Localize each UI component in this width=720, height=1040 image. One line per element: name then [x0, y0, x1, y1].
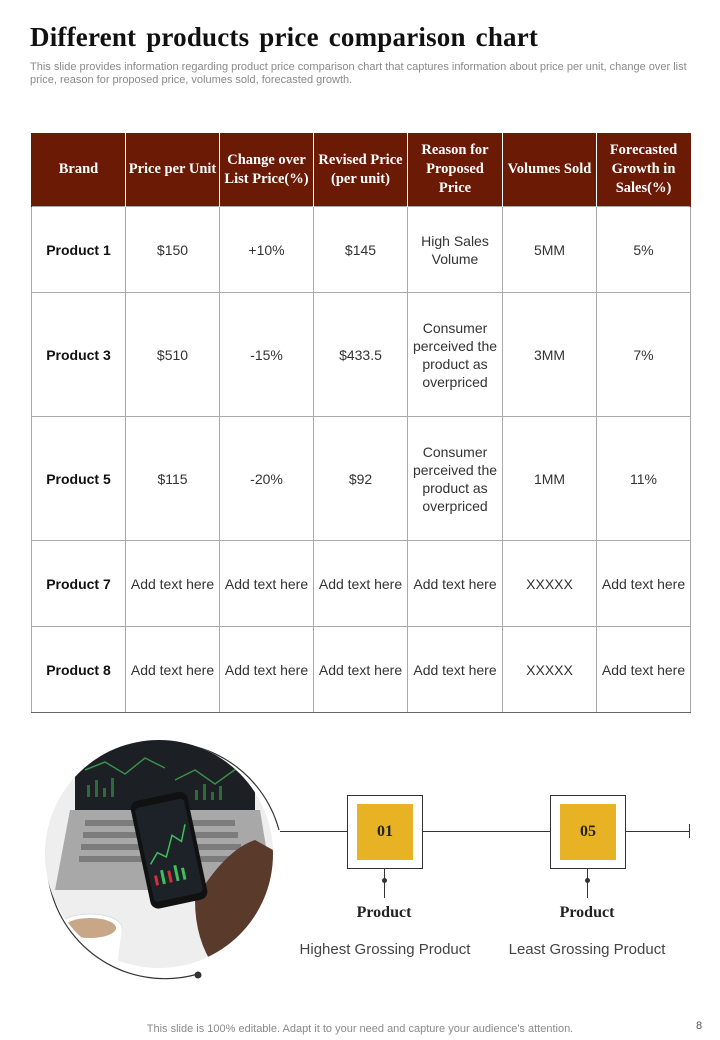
cell-growth: 11%: [597, 417, 691, 541]
cell-volumes: XXXXX: [503, 627, 597, 713]
cell-reason: Consumer perceived the product as overpriced: [408, 293, 503, 417]
table-header-row: [32, 133, 691, 207]
table-row: [32, 293, 691, 417]
cell-brand: Product 8: [32, 627, 126, 713]
header-volumes-sold: Volumes Sold: [503, 133, 597, 207]
timeline-line: [280, 831, 690, 832]
cell-revised-price: Add text here: [314, 541, 408, 627]
page-title: Different products price comparison chart: [30, 22, 539, 52]
table-row: [32, 417, 691, 541]
cell-reason: High Sales Volume: [408, 207, 503, 293]
timeline-node-1-description: Highest Grossing Product: [299, 941, 471, 958]
timeline-node-2-title: Product: [559, 904, 615, 921]
cell-brand: Product 3: [32, 293, 126, 417]
cell-change: Add text here: [220, 541, 314, 627]
cell-change: +10%: [220, 207, 314, 293]
table-row: [32, 541, 691, 627]
timeline-node-2-description: Least Grossing Product: [508, 941, 666, 958]
cell-reason: Consumer perceived the product as overpriced: [408, 417, 503, 541]
header-brand: Brand: [32, 133, 126, 207]
page-number: 8: [696, 1020, 703, 1032]
header-revised-price: Revised Price (per unit): [314, 133, 408, 207]
timeline-stem-2: [587, 868, 588, 898]
cell-revised-price: $92: [314, 417, 408, 541]
table-row: [32, 627, 691, 713]
timeline-stem-1: [384, 868, 385, 898]
cell-change: Add text here: [220, 627, 314, 713]
price-comparison-table: [31, 133, 691, 713]
cell-volumes: 3MM: [503, 293, 597, 417]
cell-growth: Add text here: [597, 627, 691, 713]
phone-trading-photo: [45, 740, 273, 968]
timeline-node-2-number: 05: [560, 804, 616, 860]
cell-volumes: 5MM: [503, 207, 597, 293]
timeline-dot-1: [382, 878, 387, 883]
cell-volumes: 1MM: [503, 417, 597, 541]
cell-price: Add text here: [126, 541, 220, 627]
cell-growth: 5%: [597, 207, 691, 293]
cell-volumes: XXXXX: [503, 541, 597, 627]
timeline-node-1: [347, 795, 423, 869]
cell-price: $510: [126, 293, 220, 417]
timeline-dot-2: [585, 878, 590, 883]
cell-revised-price: $145: [314, 207, 408, 293]
cell-reason: Add text here: [408, 541, 503, 627]
timeline-node-1-number: 01: [357, 804, 413, 860]
cell-revised-price: Add text here: [314, 627, 408, 713]
cell-reason: Add text here: [408, 627, 503, 713]
cell-price: Add text here: [126, 627, 220, 713]
cell-price: $150: [126, 207, 220, 293]
cell-price: $115: [126, 417, 220, 541]
cell-growth: 7%: [597, 293, 691, 417]
cell-change: -20%: [220, 417, 314, 541]
timeline-end-cap: [689, 824, 690, 838]
footer-note: This slide is 100% editable. Adapt it to your need and capture your audience's attention.: [146, 1023, 574, 1035]
cell-brand: Product 7: [32, 541, 126, 627]
timeline-node-1-title: Product: [356, 904, 412, 921]
cell-brand: Product 1: [32, 207, 126, 293]
header-change-over-list-price: Change over List Price(%): [220, 133, 314, 207]
header-price-per-unit: Price per Unit: [126, 133, 220, 207]
phone-trading-illustration: [45, 740, 273, 968]
timeline-node-2: [550, 795, 626, 869]
cell-brand: Product 5: [32, 417, 126, 541]
header-forecasted-growth: Forecasted Growth in Sales(%): [597, 133, 691, 207]
cell-revised-price: $433.5: [314, 293, 408, 417]
cell-change: -15%: [220, 293, 314, 417]
table-row: [32, 207, 691, 293]
page-subtitle: This slide provides information regarding product price comparison chart that captures information about price per unit, change over list price, reason for proposed price, volumes sold, forecasted growth.: [30, 61, 687, 86]
cell-growth: Add text here: [597, 541, 691, 627]
header-reason: Reason for Proposed Price: [408, 133, 503, 207]
